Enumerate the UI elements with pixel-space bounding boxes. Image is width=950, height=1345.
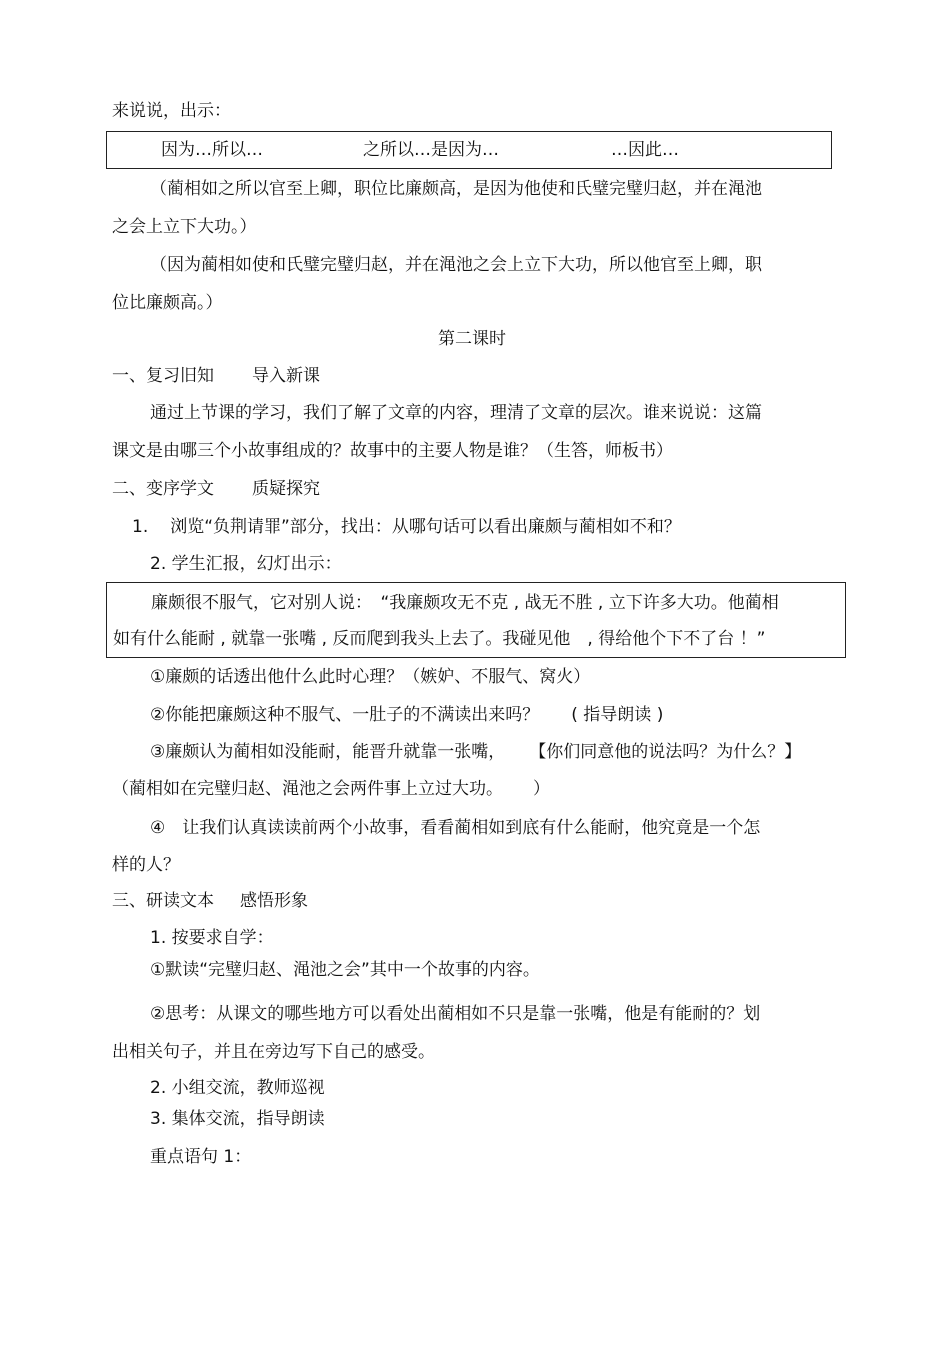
text-line: ④ 让我们认真读读前两个小故事，看看蔺相如到底有什么能耐，他究竟是一个怎 (150, 818, 761, 838)
text-line: 出相关句子，并且在旁边写下自己的感受。 (112, 1042, 435, 1062)
quote-box (106, 582, 846, 658)
text-line (150, 741, 801, 763)
text-line (112, 778, 550, 800)
text-line: 3. 集体交流，指导朗读 (150, 1109, 325, 1129)
text-line: ①廉颇的话透出他什么此时心理？（嫉妒、不服气、窝火） (150, 667, 591, 687)
list-text: 浏览“负荆请罪”部分，找出：从哪句话可以看出廉颇与蔺相如不和？ (170, 517, 681, 537)
text-line: 2. 学生汇报，幻灯出示： (150, 554, 342, 574)
text-line: 重点语句 1： (150, 1147, 252, 1167)
text-line: ②思考：从课文的哪些地方可以看处出蔺相如不只是靠一张嘴，他是有能耐的？划 (150, 1004, 761, 1024)
text-line: 来说说，出示： (112, 101, 231, 121)
pattern-1: 因为…所以… (161, 140, 263, 160)
heading-2-title: 质疑探究 (252, 479, 320, 499)
list-num: 1. (132, 517, 149, 537)
text-line (132, 516, 681, 538)
answer-text: （蔺相如在完璧归赵、渑池之会两件事上立过大功。 (112, 779, 503, 799)
text-line: 课文是由哪三个小故事组成的？故事中的主要人物是谁？（生答，师板书） (112, 441, 673, 461)
text-line: 位比廉颇高。） (112, 293, 223, 313)
pattern-box (106, 131, 832, 169)
text-line: 之会上立下大功。） (112, 217, 257, 237)
heading-2-num: 二、变序学文 (112, 479, 214, 499)
heading-2 (112, 478, 320, 500)
heading-1-title: 导入新课 (252, 366, 320, 386)
heading-3 (112, 890, 308, 912)
text-line: 样的人？ (112, 855, 180, 875)
bracket-question: 【你们同意他的说法吗？为什么？】 (529, 742, 802, 762)
quote-line-1: 廉颇很不服气，它对别人说： “我廉颇攻无不克 , 战无不胜 , 立下许多大功。他蔺相 (151, 593, 779, 613)
heading-1-num: 一、复习旧知 (112, 366, 214, 386)
section-title: 第二课时 (438, 329, 506, 349)
text-line (150, 704, 663, 726)
pattern-3: …因此… (611, 140, 679, 160)
text-line: 通过上节课的学习，我们了解了文章的内容，理清了文章的层次。谁来说说：这篇 (150, 403, 762, 423)
heading-3-title: 感悟形象 (240, 891, 308, 911)
heading-1 (112, 365, 320, 387)
heading-3-num: 三、研读文本 (112, 891, 214, 911)
text-line: ①默读“完璧归赵、渑池之会”其中一个故事的内容。 (150, 960, 540, 980)
question-text: ③廉颇认为蔺相如没能耐，能晋升就靠一张嘴， (150, 742, 506, 762)
text-line: 2. 小组交流，教师巡视 (150, 1078, 325, 1098)
question-text: ②你能把廉颇这种不服气、一肚子的不满读出来吗？ (150, 705, 540, 725)
quote-line-2: 如有什么能耐 , 就靠一张嘴 , 反而爬到我头上去了。我碰见他 , 得给他个下不了台 ！” (113, 629, 766, 649)
answer-close: ） (533, 779, 550, 799)
text-line: （因为蔺相如使和氏璧完璧归赵，并在渑池之会上立下大功，所以他官至上卿，职 (150, 255, 762, 275)
text-line: 1. 按要求自学： (150, 928, 274, 948)
text-line: （蔺相如之所以官至上卿，职位比廉颇高，是因为他使和氏璧完璧归赵，并在渑池 (150, 179, 762, 199)
pattern-2: 之所以…是因为… (363, 140, 499, 160)
instruction-note: ( 指导朗读 ) (571, 705, 664, 725)
